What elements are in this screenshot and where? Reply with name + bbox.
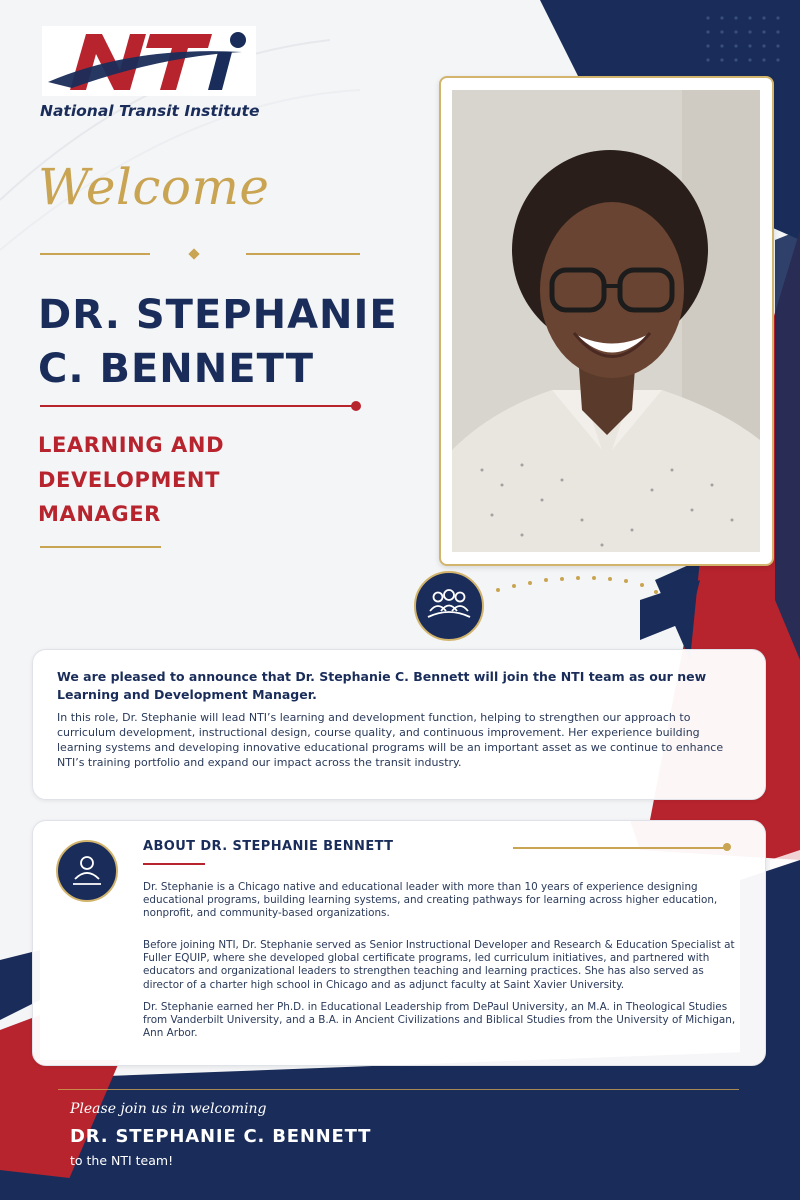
decorative-dot-arc	[484, 572, 684, 622]
portrait-photo	[452, 90, 760, 552]
footer-closing-text: to the NTI team!	[70, 1153, 174, 1168]
footer-divider	[58, 1089, 739, 1090]
name-underline	[40, 405, 354, 407]
welcome-heading: Welcome	[38, 158, 270, 216]
team-group-icon	[414, 571, 484, 641]
about-divider	[513, 847, 725, 849]
announcement-card	[32, 649, 766, 800]
honoree-name: DR. STEPHANIE C. BENNETT	[38, 292, 398, 392]
organization-name: National Transit Institute	[40, 102, 260, 120]
divider-right	[246, 253, 360, 255]
person-icon	[56, 840, 118, 902]
about-heading: ABOUT DR. STEPHANIE BENNETT	[143, 839, 394, 854]
about-paragraph: Dr. Stephanie is a Chicago native and educational leader with more than 10 years of experience designing educational programs, building learning systems, and creating pathways for learning across higher education, nonprofit, and community-based organizations.	[143, 881, 718, 920]
divider-left	[40, 253, 150, 255]
about-paragraph: Before joining NTI, Dr. Stephanie served as Senior Instructional Developer and Research & Education Specialist at Fuller EQUIP, where she developed global certificate programs, led curriculum initiatives, and partnered with educators and organizational leaders to strengthen teaching and learning practices. She has also served as director of a charter high school in Chicago and as adjunct faculty at Saint Xavier University.	[143, 939, 735, 991]
about-card	[32, 820, 766, 1066]
nti-logo-mark	[42, 26, 256, 96]
nti-logo	[40, 26, 260, 126]
name-underline-dot	[351, 401, 361, 411]
about-divider-dot	[723, 843, 731, 851]
job-title-underline	[40, 546, 161, 548]
job-title: LEARNING AND DEVELOPMENT MANAGER	[38, 433, 225, 526]
footer-invite-text: Please join us in welcoming	[70, 1101, 267, 1117]
announcement-body: In this role, Dr. Stephanie will lead NTI’s learning and development function, helping to strengthen our approach to curriculum development, instructional design, course quality, and continuous improvement. Her experience building learning systems and developing innovative educational programs will be an important asset as we continue to enhance NTI’s training portfolio and expand our impact across the transit industry.	[57, 711, 724, 769]
announcement-lead: We are pleased to announce that Dr. Stephanie C. Bennett will join the NTI team as our new Learning and Development Manager.	[57, 669, 707, 702]
footer-honoree-name: DR. STEPHANIE C. BENNETT	[70, 1126, 372, 1147]
about-heading-underline	[143, 863, 205, 865]
about-paragraph: Dr. Stephanie earned her Ph.D. in Educational Leadership from DePaul University, an M.A. in Theological Studies from Vanderbilt University, and a B.A. in Ancient Civilizations and Biblical Studies from the University of Michigan, Ann Arbor.	[143, 1001, 736, 1040]
